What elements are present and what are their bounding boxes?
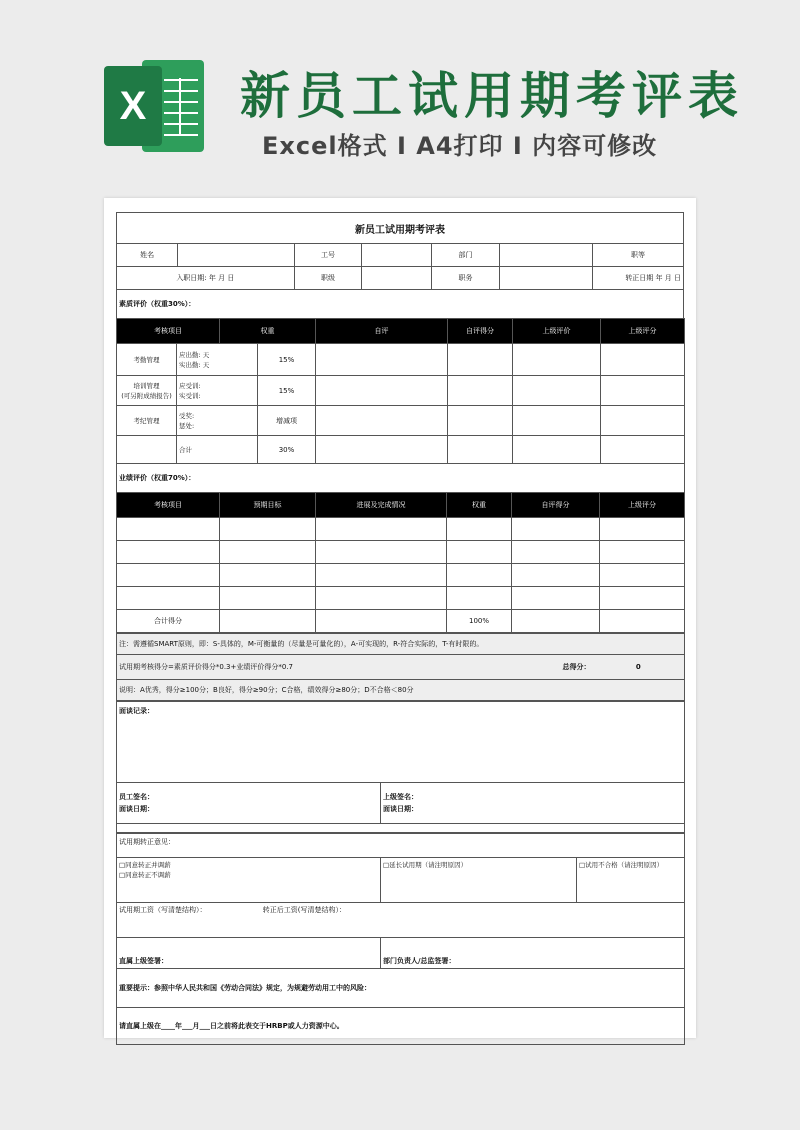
perf-header-target: 预期目标 [220,493,316,518]
perf-cell[interactable] [600,518,685,541]
quality-weight: 15% [258,344,316,376]
perf-cell[interactable] [117,541,220,564]
quality-header-boss-score: 上级评分 [601,319,685,344]
label-id: 工号 [294,244,362,267]
perf-row [117,541,685,564]
perf-cell[interactable] [316,587,447,610]
perf-header-progress: 进展及完成情况 [316,493,447,518]
perf-cell[interactable] [316,610,447,633]
perf-cell[interactable] [316,518,447,541]
option-fail[interactable]: □试用不合格（请注明原因） [577,858,685,903]
perf-cell[interactable] [447,564,512,587]
quality-self-score-cell[interactable] [448,406,513,436]
perf-cell[interactable] [316,541,447,564]
perf-cell[interactable] [512,587,600,610]
quality-item: 考勤管理 [117,344,177,376]
perf-cell[interactable] [512,610,600,633]
banner-title: 新员工试用期考评表 [240,67,744,125]
perf-cell[interactable] [316,564,447,587]
quality-detail: 应出勤: 天 实出勤: 天 [177,344,258,376]
perf-cell[interactable] [600,587,685,610]
perf-cell[interactable] [220,610,316,633]
quality-boss-score-cell[interactable] [601,436,685,464]
perf-cell[interactable] [512,541,600,564]
quality-boss-score-cell[interactable] [601,376,685,406]
post-value[interactable] [499,267,592,290]
perf-cell[interactable] [117,564,220,587]
quality-header-self-score: 自评得分 [448,319,513,344]
total-score-value: 0 [593,655,685,680]
label-grade: 职等 [592,244,683,267]
perf-header-boss-score: 上级评分 [600,493,685,518]
dept-head-sign[interactable]: 部门负责人/总监签署： [381,938,685,969]
id-value[interactable] [362,244,432,267]
perf-section-title: 业绩评价（权重70%）： [117,464,685,493]
interview-record[interactable]: 面谈记录： [117,702,685,783]
perf-total-weight: 100% [447,610,512,633]
perf-cell[interactable] [512,564,600,587]
quality-item: 考纪管理 [117,406,177,436]
quality-weight: 增减项 [258,406,316,436]
perf-total-label: 合计得分 [117,610,220,633]
name-value[interactable] [178,244,294,267]
dept-value[interactable] [499,244,592,267]
quality-self-cell[interactable] [316,376,448,406]
form-title: 新员工试用期考评表 [117,213,684,244]
opinion-label: 试用期转正意见： [117,833,685,858]
perf-cell[interactable] [512,518,600,541]
smart-note: 注：需遵循SMART原则，即：S-具体的，M-可衡量的（尽量是可量化的），A-可实现的，R-符合实际的，T-有时限的。 [117,634,685,655]
label-dept: 部门 [432,244,500,267]
quality-row [117,406,685,436]
quality-header-row [117,319,685,344]
perf-header-item: 考核项目 [117,493,220,518]
quality-row [117,344,685,376]
quality-detail: 应受训: 实受训: [177,376,258,406]
perf-cell[interactable] [447,541,512,564]
perf-row [117,518,685,541]
perf-row [117,587,685,610]
quality-row [117,376,685,406]
submit-deadline: 请直属上级在____年___月___日之前将此表交于HRBP或人力资源中心。 [117,1008,685,1045]
quality-total-row [117,436,685,464]
quality-self-cell[interactable] [316,344,448,376]
grade-explain: 说明：A优秀，得分≥100分；B良好，得分≥90分；C合格，绩效得分≥80分；D不合格＜80分 [117,680,685,701]
perf-cell[interactable] [600,541,685,564]
quality-header-boss: 上级评价 [513,319,601,344]
perf-total-row [117,610,685,633]
option-extend[interactable]: □延长试用期（请注明原因） [381,858,577,903]
quality-boss-score-cell[interactable] [601,406,685,436]
quality-self-score-cell[interactable] [448,436,513,464]
quality-self-score-cell[interactable] [448,376,513,406]
probation-salary[interactable]: 试用期工资（写清楚结构）： [119,906,207,914]
quality-header-self: 自评 [316,319,448,344]
level-value[interactable] [362,267,432,290]
salary-blank[interactable] [381,903,685,938]
quality-boss-cell[interactable] [513,376,601,406]
important-notice: 重要提示：参照中华人民共和国《劳动合同法》规定，为规避劳动用工中的风险： [117,969,685,1008]
perf-cell[interactable] [447,518,512,541]
join-date: 入职日期: 年 月 日 [117,267,295,290]
excel-logo-icon: X [104,60,204,152]
regular-salary[interactable]: 转正后工资(写清楚结构）： [262,906,346,914]
perf-cell[interactable] [220,587,316,610]
quality-header-weight: 权重 [220,319,316,344]
label-name: 姓名 [117,244,178,267]
quality-boss-cell[interactable] [513,406,601,436]
quality-weight: 15% [258,376,316,406]
perf-cell[interactable] [447,587,512,610]
quality-self-cell[interactable] [316,406,448,436]
perf-header-self-score: 自评得分 [512,493,600,518]
quality-item [117,436,177,464]
document-page [104,198,696,1038]
perf-cell[interactable] [220,541,316,564]
perf-cell[interactable] [117,587,220,610]
perf-cell[interactable] [220,518,316,541]
divider [117,824,685,834]
confirm-date: 转正日期 年 月 日 [592,267,683,290]
quality-boss-score-cell[interactable] [601,344,685,376]
quality-detail: 受奖: 惩处: [177,406,258,436]
banner-subtitle: Excel格式 I A4打印 I 内容可修改 [262,132,658,160]
perf-header-row [117,493,685,518]
evaluation-form [116,212,684,1045]
quality-self-score-cell[interactable] [448,344,513,376]
label-level: 职级 [294,267,362,290]
employee-sign[interactable]: 员工签名： [119,793,154,801]
quality-total-label: 合计 [177,436,258,464]
perf-row [117,564,685,587]
label-post: 职务 [432,267,500,290]
quality-header-item: 考核项目 [117,319,220,344]
quality-total-weight: 30% [258,436,316,464]
quality-section-title: 素质评价（权重30%）： [117,290,684,319]
boss-sign[interactable]: 上级签名： [383,793,418,801]
boss-interview-date[interactable]: 面谈日期： [383,805,418,813]
direct-boss-sign[interactable]: 直属上级签署： [117,938,381,969]
quality-self-cell[interactable] [316,436,448,464]
perf-cell[interactable] [220,564,316,587]
quality-boss-cell[interactable] [513,344,601,376]
employee-interview-date[interactable]: 面谈日期： [119,805,154,813]
perf-cell[interactable] [117,518,220,541]
quality-boss-cell[interactable] [513,436,601,464]
option-approve[interactable]: □同意转正并调薪 □同意转正不调薪 [117,858,381,903]
quality-item: 培训管理 (可另附成绩报告) [117,376,177,406]
perf-cell[interactable] [600,564,685,587]
perf-header-weight: 权重 [447,493,512,518]
score-formula: 试用期考核得分=素质评价得分*0.3+业绩评价得分*0.7 [117,655,507,680]
perf-cell[interactable] [600,610,685,633]
total-score-label: 总得分： [507,655,593,680]
